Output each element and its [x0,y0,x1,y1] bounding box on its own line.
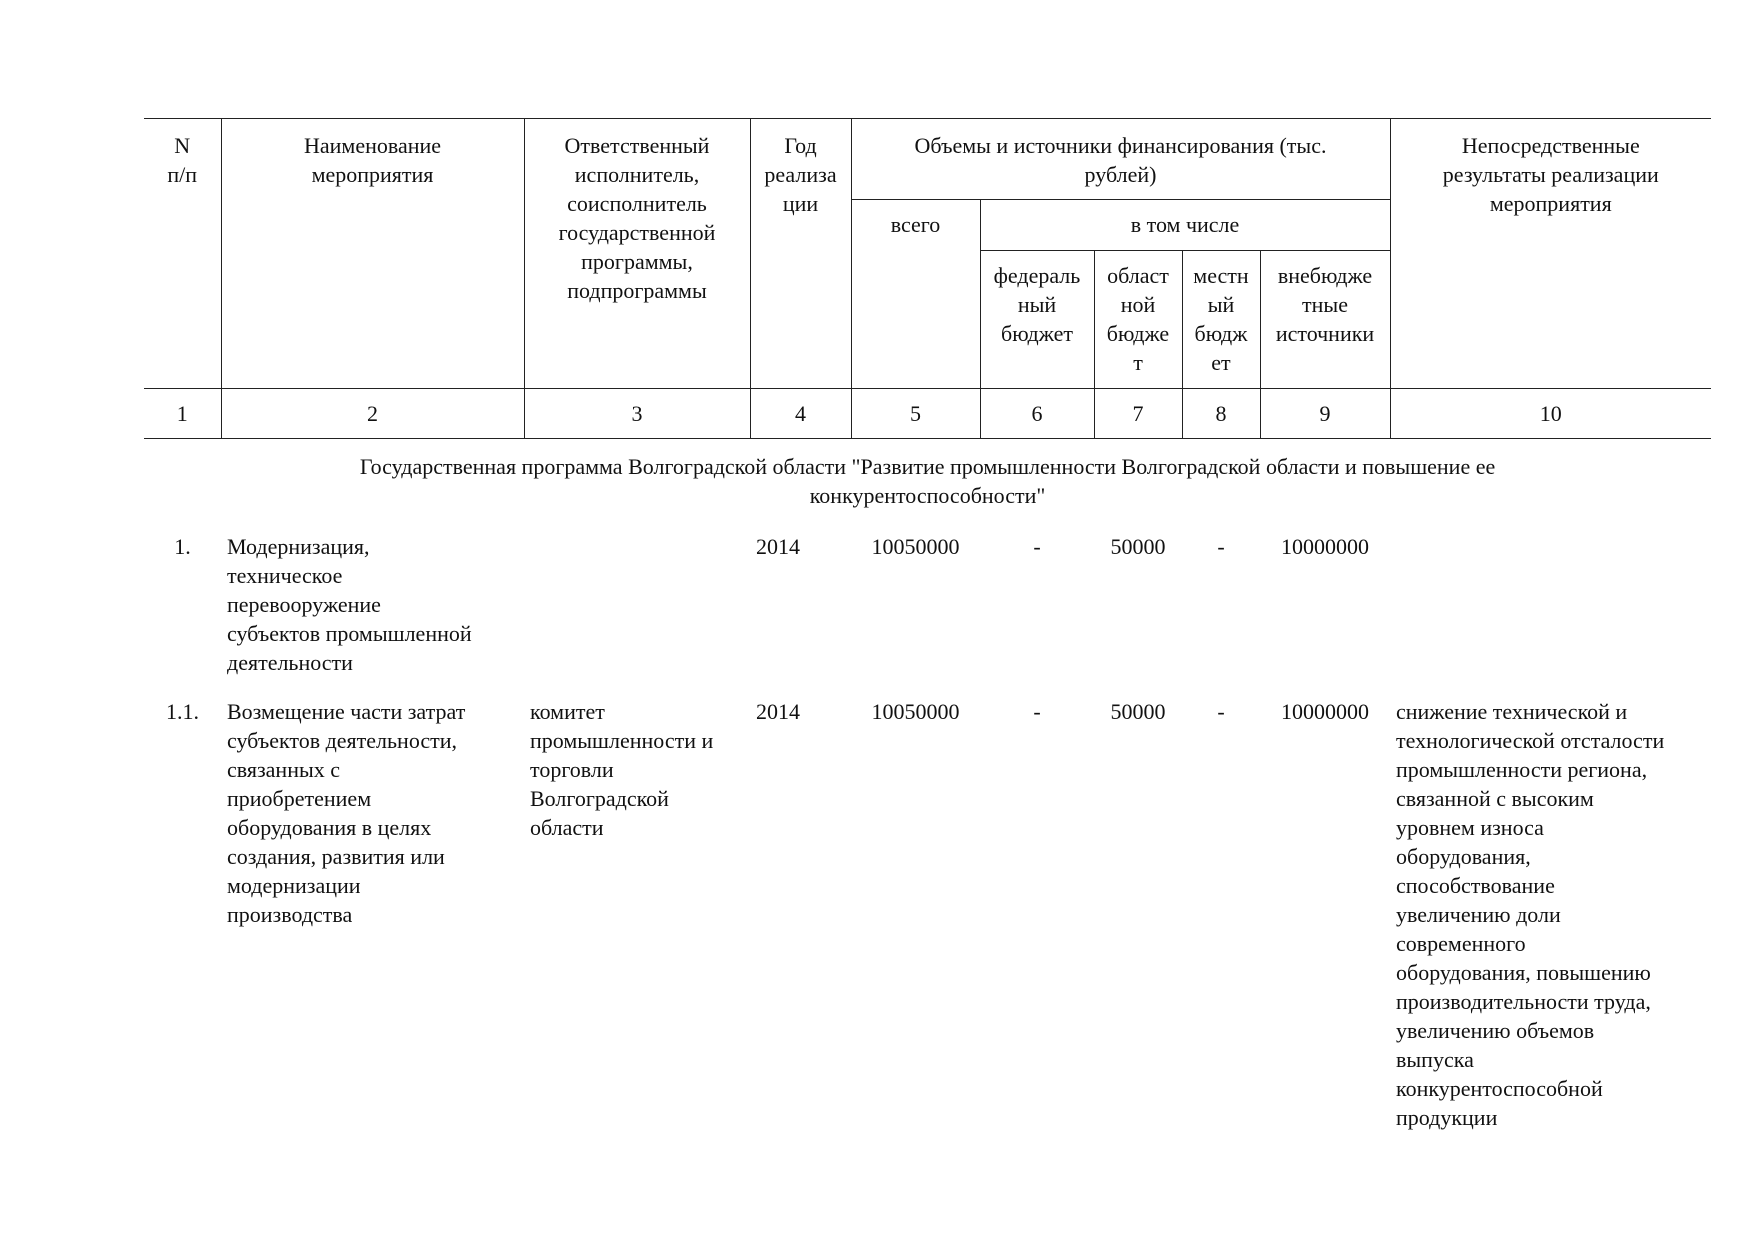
row-results [1390,532,1711,697]
row-local: - [1217,699,1225,724]
row-federal: - [1033,534,1041,559]
column-number: 8 [1182,389,1260,439]
row-results: снижение технической и технологической отсталости промышленности региона, связанной с высоким уровнем износа оборудования, способствование увеличению доли современного оборудования, повышению производительности труда, увеличению объемов выпуска конкурентоспособной продукции [1396,699,1665,1130]
header-local: местн ый бюдж ет [1182,251,1260,389]
row-regional: 50000 [1110,534,1166,559]
header-total: всего [851,200,980,389]
row-year: 2014 [756,534,800,559]
header-year: Год реализа ции [750,119,851,389]
column-number: 6 [980,389,1094,439]
column-number: 7 [1094,389,1182,439]
row-extrabudget: 10000000 [1281,699,1369,724]
row-local: - [1217,534,1225,559]
row-federal: - [1033,699,1041,724]
row-year: 2014 [756,699,800,724]
program-title: Государственная программа Волгоградской области "Развитие промышленности Волгоградской области и повышение ее конкурентоспособности" [359,454,1496,508]
row-name: Возмещение части затрат субъектов деятельности, связанных с приобретением оборудования в целях создания, развития или модернизации производства [227,699,466,927]
row-responsible: комитет промышленности и торговли Волгоградской области [530,699,714,840]
row-num: 1.1. [166,699,199,724]
column-number: 9 [1260,389,1390,439]
table-header [144,118,1711,439]
header-responsible: Ответственный исполнитель, соисполнитель государственной программы, подпрограммы [524,119,750,389]
column-number: 5 [851,389,980,439]
header-name: Наименование мероприятия [221,119,524,389]
table-row [144,532,1711,697]
row-num: 1. [174,534,191,559]
column-number: 1 [144,389,221,439]
row-name: Модернизация, техническое перевооружение субъектов промышленной деятельности [227,534,472,675]
table-body [144,452,1711,1152]
table-row [144,697,1711,1152]
row-regional: 50000 [1110,699,1166,724]
row-responsible [524,532,750,697]
header-funding: Объемы и источники финансирования (тыс. рублей) [851,119,1390,200]
header-regional: област ной бюдже т [1094,251,1182,389]
header-results: Непосредственные результаты реализации мероприятия [1390,119,1711,389]
column-number: 2 [221,389,524,439]
header-num: N п/п [144,119,221,389]
column-numbers-row [144,389,1711,439]
header-extrabudget: внебюдже тные источники [1260,251,1390,389]
row-total: 10050000 [871,699,960,724]
row-extrabudget: 10000000 [1281,534,1369,559]
column-number: 10 [1390,389,1711,439]
column-number: 3 [524,389,750,439]
header-federal: федераль ный бюджет [980,251,1094,389]
row-total: 10050000 [871,534,960,559]
column-number: 4 [750,389,851,439]
header-including: в том числе [980,200,1390,251]
